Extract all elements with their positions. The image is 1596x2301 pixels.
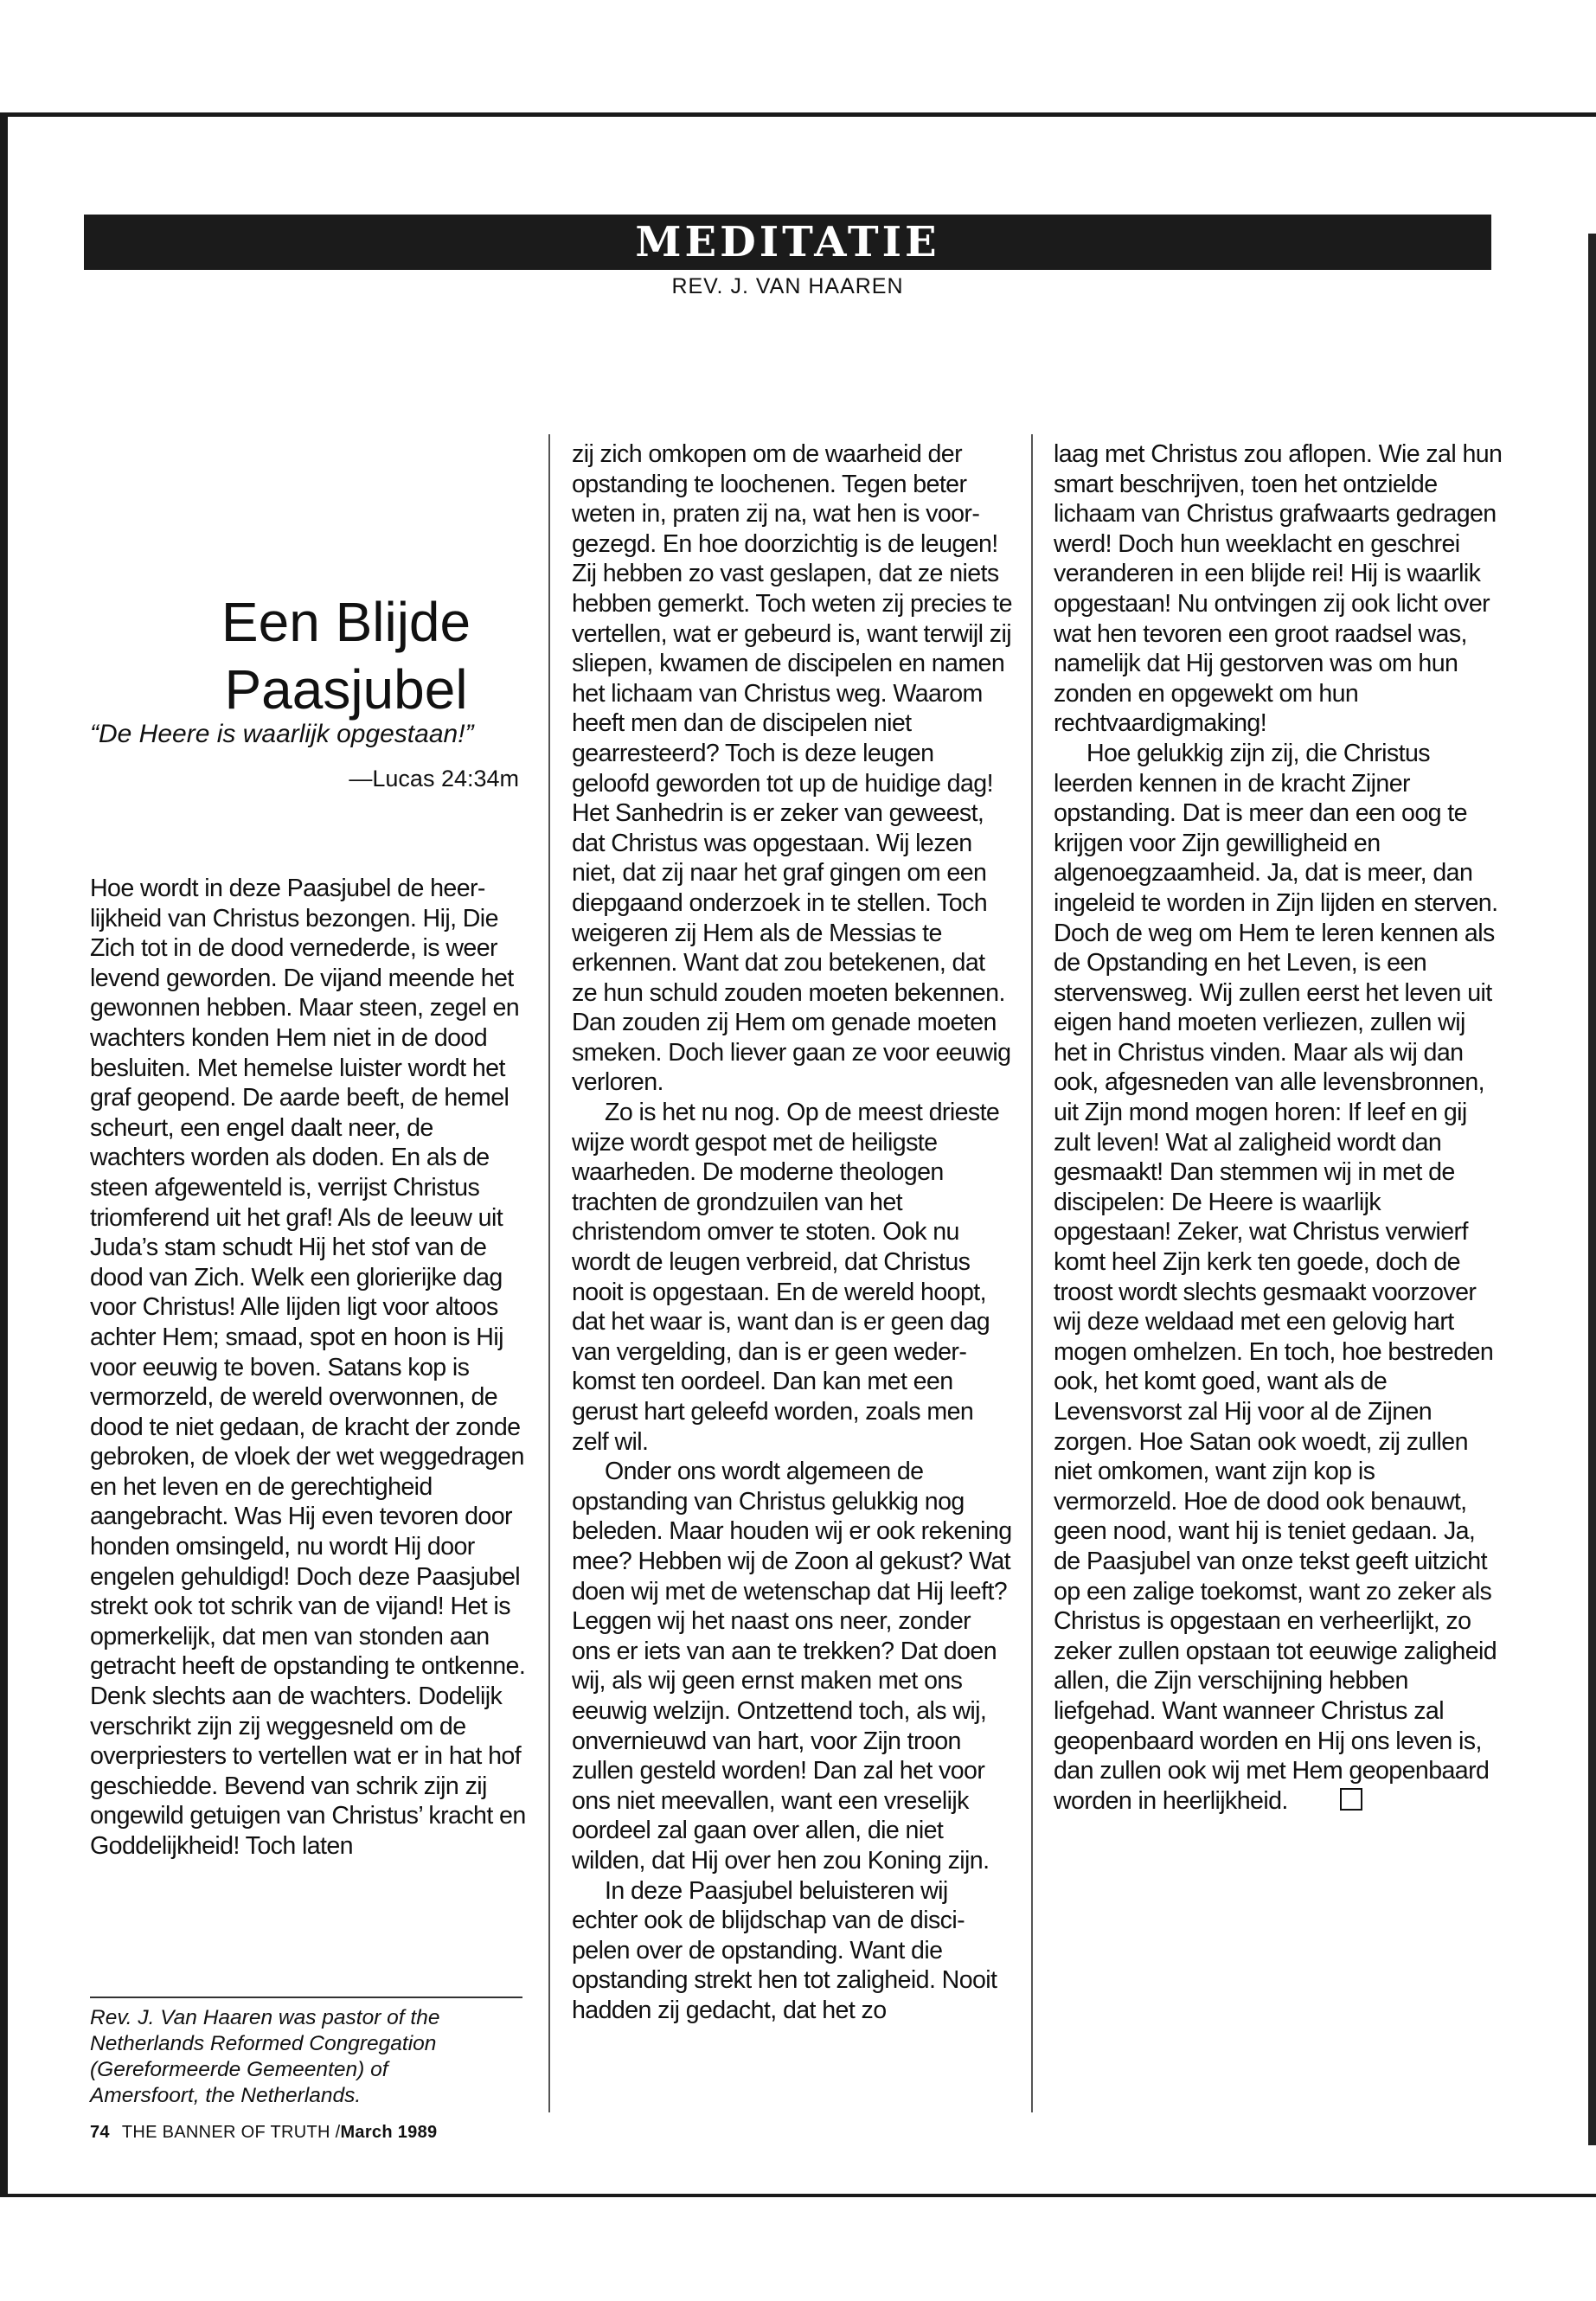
scan-border-right	[1588, 234, 1596, 2145]
paragraph: Zo is het nu nog. Op de meest drieste wijze wordt gespot met de heiligste waarheden. De moderne theologen trachten de grondzuilen van het christendom omver te stoten. Ook nu wordt de leugen verbreid, dat Christus nooit is opgestaan. En de wereld hoopt, dat het waar is, want dan is er geen dag van vergelding, dan is er geen wederkomst ten oordeel. Dan kan met een gerust hart geleefd worden, zoals men zelf wil.	[572, 1099, 1000, 1456]
scan-border-bottom	[0, 2194, 1596, 2197]
paragraph: zij zich omkopen om de waarheid der opstanding te loochenen. Tegen beter weten in, praten zij na, wat hen is voorgezegd. En hoe doorzichtig is de leugen! Zij hebben zo vast geslapen, dat ze niets hebben gemerkt. Toch weten zij precies te vertellen, wat er gebeurd is, want terwijl zij sliepen, kwamen de discipelen en namen het lichaam van Christus weg. Waarom heeft men dan de discipelen niet gearresteerd? Toch is deze leugen geloofd geworden tot up de huidige dag! Het Sanhedrin is er zeker van geweest, dat Christus was opgestaan. Wij lezen niet, dat zij naar het graf gingen om een diepgaand onderzoek in te stellen. Toch weigeren zij Hem als de Messias te erkennen. Want dat zou betekenen, dat ze hun schuld zouden moeten bekennen. Dan zouden zij Hem om genade moeten smeken. Doch liever gaan ze voor eeuwig verloren.	[572, 440, 1012, 1097]
scan-border-left	[0, 117, 8, 2197]
issue-date: March 1989	[340, 2123, 438, 2142]
article-title	[151, 588, 541, 723]
author-byline: REV. J. VAN HAAREN	[671, 274, 904, 298]
title-line-2: Paasjubel	[224, 658, 468, 721]
text-column-3	[1054, 439, 1503, 1816]
footnote-rule	[90, 1997, 522, 1998]
author-note: Rev. J. Van Haaren was pastor of the Netherlands Reformed Congregation (Gereformeerde Gemeenten) of Amersfoort, the Netherlands.	[90, 2006, 440, 2107]
paragraph: In deze Paasjubel beluisteren wij echter ook de blijdschap van de discipelen over de opstanding. Want die opstanding strekt hen tot zaligheid. Nooit hadden zij gedacht, dat het zo	[572, 1876, 997, 2024]
epigraph-reference: —Lucas 24:34m	[349, 766, 519, 792]
scan-border-top	[0, 112, 1596, 117]
publication-name: THE BANNER OF TRUTH /	[121, 2123, 341, 2142]
paragraph: Onder ons wordt algemeen de opstanding van Christus gelukkig nog beleden. Maar houden wij er ook rekening mee? Hebben wij de Zoon al gekust? Wat doen wij met de wetenschap dat Hij leeft? Leggen wij het naast ons neer, zonder ons er iets van aan te trekken? Dat doen wij, als wij geen ernst maken met ons eeuwig welzijn. Ontzettend toch, als wij, onvernieuwd van hart, voor Zijn troon zullen gesteld worden! Dan zal het voor ons niet meevallen, want een vreselijk oordeel zal gaan over allen, die niet wilden, dat Hij over hen zou Koning zijn.	[572, 1458, 1012, 1875]
end-mark-icon	[1340, 1788, 1362, 1811]
section-banner: MEDITATIE	[84, 215, 1491, 270]
page-footer	[90, 2123, 437, 2143]
column-divider	[1031, 434, 1033, 2112]
page-number: 74	[90, 2123, 110, 2142]
text-column-1	[90, 874, 531, 1862]
paragraph: Hoe wordt in deze Paasjubel de heerlijkheid van Christus bezongen. Hij, Die Zich tot in de dood vernederde, is weer levend geworden. De vijand meende het gewonnen hebben. Maar steen, zegel en wachters konden Hem niet in de dood besluiten. Met hemelse luister wordt het graf geopend. De aarde beeft, de hemel scheurt, een engel daalt neer, de wachters worden als doden. En als de steen afgewenteld is, verrijst Christus triomferend uit het graf! Als de leeuw uit Juda’s stam schudt Hij het stof van de dood van Zich. Welk een glorierijke dag voor Christus! Alle lijden ligt voor altoos achter Hem; smaad, spot en hoon is Hij voor eeuwig te boven. Satans kop is vermorzeld, de wereld overwonnen, de dood te niet gedaan, de kracht der zonde gebroken, de vloek der wet weggedragen en het leven en de gerechtigheid aangebracht. Was Hij even tevoren door honden omsingeld, nu wordt Hij door engelen gehuldigd! Doch deze Paasjubel strekt ook tot schrik van de vijand! Het is opmerkelijk, dat men van stonden aan getracht heeft de opstanding te ontkenne. Denk slechts aan de wachters. Dodelijk verschrikt zijn zij weggesneld om de overpriesters to vertellen wat er in hat hof geschiedde. Bevend van schrik zijn zij ongewild getuigen van Christus’ kracht en Goddelijkheid! Toch laten	[90, 875, 526, 1860]
title-line-1: Een Blijde	[221, 591, 471, 653]
column-divider	[548, 434, 550, 2112]
paragraph-text: Hoe gelukkig zijn zij, die Christus leerden kennen in de kracht Zijner opstanding. Dat is meer dan een oog te krijgen voor Zijn gewilligheid en algenoegzaamheid. Ja, dat is meer, dan ingeleid te worden in Zijn lijden en sterven. Doch de weg om Hem te leren kennen als de Opstanding en het Leven, is een stervensweg. Wij zullen eerst het leven uit eigen hand moeten verliezen, zullen wij het in Christus vinden. Maar als wij dan ook, afgesneden van alle levensbronnen, uit Zijn mond mogen horen: If leef en gij zult leven! Wat al zaligheid wordt dan gesmaakt! Dan stemmen wij in met de discipelen: De Heere is waarlijk opgestaan! Zeker, wat Christus verwierf komt heel Zijn kerk ten goede, doch de troost wordt slechts gesmaakt voorzover wij deze weldaad met een gelovig hart mogen omhelzen. En toch, hoe bestreden ook, het komt goed, want als de Levensvorst zal Hij voor al de Zijnen zorgen. Hoe Satan ook woedt, zij zullen niet omkomen, want zijn kop is vermorzeld. Hoe de dood ook benauwt, geen nood, want hij is teniet gedaan. Ja, de Paasjubel van onze tekst geeft uitzicht op een zalige toekomst, want zo zeker als Christus is opgestaan en verheerlijkt, zo zeker zullen opstaan tot eeuwige zaligheid allen, die Zijn verschijning hebben liefgehad. Want wanneer Christus zal geopenbaard worden en Hij ons leven is, dan zullen ook wij met Hem geopenbaard worden in heerlijkheid.	[1054, 739, 1498, 1815]
paragraph: laag met Christus zou aflopen. Wie zal hun smart beschrijven, toen het ontzielde lichaam van Christus grafwaarts gedragen werd! Doch hun weeklacht en geschrei veranderen in een blijde rei! Hij is waarlik opgestaan! Nu ontvingen zij ook licht over wat hen tevoren een groot raadsel was, namelijk dat Hij gestorven was om hun zonden en opgewekt om hun rechtvaardigmaking!	[1054, 440, 1503, 738]
epigraph-quote: “De Heere is waarlijk opgestaan!”	[90, 720, 474, 748]
paragraph	[1054, 739, 1503, 1816]
text-column-2	[572, 439, 1013, 2025]
